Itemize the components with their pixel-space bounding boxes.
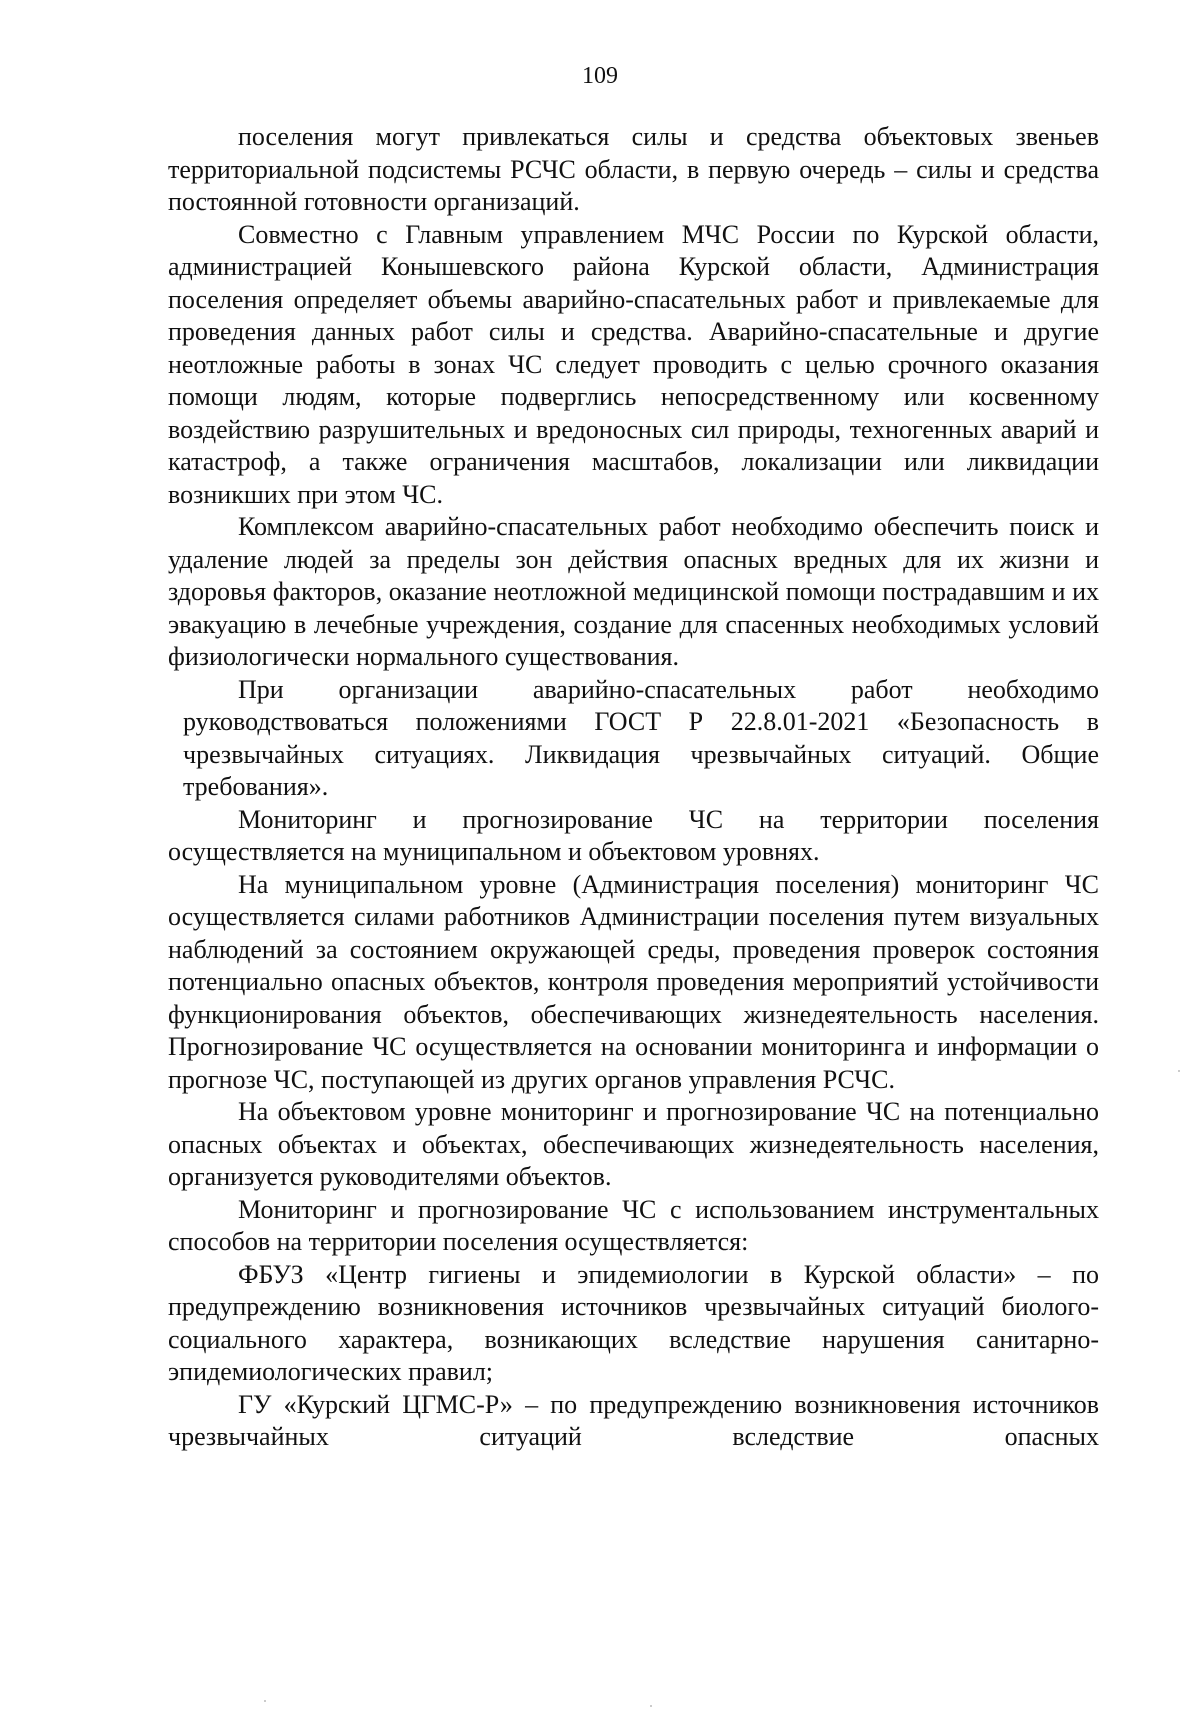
paragraph-rescue-works-complex: Комплексом аварийно-спасательных работ необходимо обеспечить поиск и удаление людей за пределы зон действия опасных вредных для их жизни и здоровья факторов, оказание неотложной медицинской помощи пострадавшим и их эвакуацию в лечебные учреждения, создание для спасенных необходимых условий физиологически нормального существования. — [168, 512, 1099, 671]
paragraph-gost-reference: При организации аварийно-спасательных работ необходимо руководствоваться положениями ГОСТ Р 22.8.01-2021 «Безопасность в чрезвычайных ситуациях. Ликвидация чрезвычайных ситуаций. Общие требования». — [183, 674, 1099, 801]
scan-speck — [264, 1700, 266, 1702]
scan-speck — [1178, 1070, 1180, 1072]
paragraph-instrumental-monitoring: Мониторинг и прогнозирование ЧС с использованием инструментальных способов на территории поселения осуществляется: — [168, 1194, 1099, 1256]
paragraph-object-level-monitoring: На объектовом уровне мониторинг и прогнозирование ЧС на потенциально опасных объектах и объектах, обеспечивающих жизнедеятельность населения, организуется руководителями объектов. — [168, 1097, 1099, 1191]
paragraph-forces-involvement: поселения могут привлекаться силы и средства объектовых звеньев территориальной подсистемы РСЧС области, в первую очередь – силы и средства постоянной готовности организаций. — [168, 122, 1099, 216]
document-body — [168, 121, 1099, 1454]
paragraph-fbuz-center: ФБУЗ «Центр гигиены и эпидемиологии в Курской области» – по предупреждению возникновения источников чрезвычайных ситуаций биолого-социального характера, возникающих вследствие нарушения санитарно-эпидемиологических правил; — [168, 1259, 1099, 1386]
paragraph-rescue-works-scope: Совместно с Главным управлением МЧС России по Курской области, администрацией Конышевского района Курской области, Администрация поселения определяет объемы аварийно-спасательных работ и привлекаемые для проведения данных работ силы и средства. Аварийно-спасательные и другие неотложные работы в зонах ЧС следует проводить с целью срочного оказания помощи людям, которые подверглись непосредственному или косвенному воздействию разрушительных и вредоносных сил природы, техногенных аварий и катастроф, а также ограничения масштабов, локализации или ликвидации возникших при этом ЧС. — [168, 219, 1099, 509]
scan-speck — [650, 1705, 652, 1707]
paragraph-cgms: ГУ «Курский ЦГМС-Р» – по предупреждению возникновения источников чрезвычайных ситуаций вследствие опасных — [168, 1389, 1099, 1451]
paragraph-municipal-monitoring: На муниципальном уровне (Администрация поселения) мониторинг ЧС осуществляется силами работников Администрации поселения путем визуальных наблюдений за состоянием окружающей среды, проведения проверок состояния потенциально опасных объектов, контроля проведения мероприятий устойчивости функционирования объектов, обеспечивающих жизнедеятельность населения. Прогнозирование ЧС осуществляется на основании мониторинга и информации о прогнозе ЧС, поступающей из других органов управления РСЧС. — [168, 869, 1099, 1094]
page-number: 109 — [582, 63, 618, 89]
paragraph-monitoring-levels: Мониторинг и прогнозирование ЧС на территории поселения осуществляется на муниципальном и объектовом уровнях. — [168, 804, 1099, 866]
